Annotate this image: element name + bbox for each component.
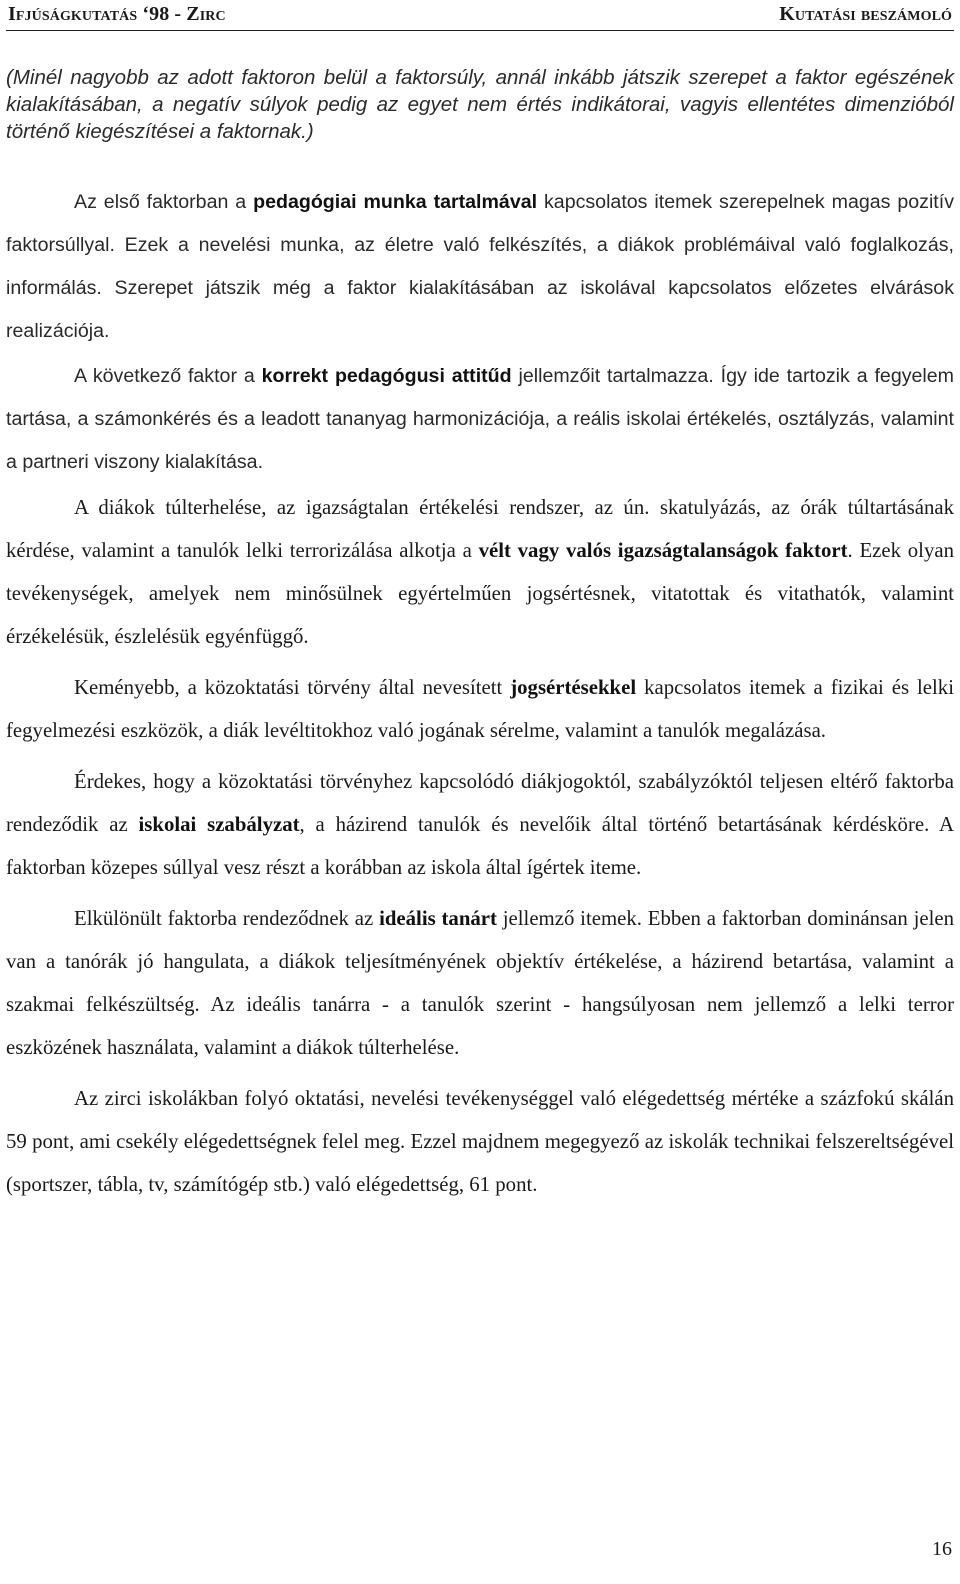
running-header (6, 0, 954, 31)
paragraph-text: kapcsolatos itemek szerepelnek magas pozitív faktorsúllyal. Ezek a nevelési munka, az életre való felkészítés, a diákok problémáival való foglalkozás, informálás. Szerepet játszik még a faktor kialakításában az iskolával kapcsolatos előzetes elvárások realizációja. (6, 191, 954, 342)
paragraph-emphasis: pedagógiai munka tartalmával (253, 191, 538, 213)
paragraph-injustice-factor (6, 486, 954, 658)
paragraph-text: Keményebb, a közoktatási törvény által nevesített (74, 676, 511, 699)
page-number: 16 (932, 1538, 952, 1560)
paragraph-text: jellemző itemek. Ebben a faktorban dominánsan jelen van a tanórák jó hangulata, a diákok teljesítményének objektív értékelése, a házirend betartása, valamint a szakmai felkészültség. Az ideális tanárra - a tanulók szerint - hangsúlyosan nem jellemző a lelki terror eszközének használata, valamint a diákok túlterhelése. (6, 907, 955, 1059)
factor-weight-note: (Minél nagyobb az adott faktoron belül a faktorsúly, annál inkább játszik szerepet a faktor egészének kialakításában, a negatív súlyok pedig az egyet nem értés indikátorai, vagyis ellentétes dimenzióból történő kiegészítései a faktornak.) (6, 66, 954, 143)
paragraph-rights-violations (6, 666, 954, 752)
paragraph-text: Elkülönült faktorba rendeződnek az (74, 907, 380, 930)
paragraph-text: Az első faktorban a (74, 191, 254, 213)
document-body (6, 64, 954, 1208)
paragraph-text: A diákok túlterhelése, az igazságtalan értékelési rendszer, az ún. skatulyázás, az órák túltartásának kérdése, valamint a tanulók lelki terrorizálása alkotja a (6, 496, 954, 562)
paragraph-ideal-teacher (6, 897, 954, 1069)
paragraph-satisfaction (6, 1077, 954, 1206)
paragraph-school-rules (6, 760, 954, 889)
paragraph-first-factor (6, 181, 954, 353)
paragraph-text: A következő faktor a (74, 365, 262, 387)
paragraph-emphasis: jogsértésekkel (510, 676, 637, 699)
paragraph-text: kapcsolatos itemek a fizikai és lelki fegyelmezési eszközök, a diák levéltitokhoz való jogának sérelme, valamint a tanulók megalázása. (6, 676, 954, 742)
paragraph-text: . Ezek olyan tevékenységek, amelyek nem minősülnek egyértelműen jogsértésnek, vitatottak és vitathatók, valamint érzékelésük, észlelésük egyénfüggő. (6, 539, 954, 648)
paragraph-text: , a házirend tanulók és nevelőik által történő betartásának kérdésköre. A faktorban közepes súllyal vesz részt a korábban az iskola által ígértek iteme. (6, 813, 954, 879)
paragraph-emphasis: ideális tanárt (379, 907, 497, 930)
paragraph-text: Az zirci iskolákban folyó oktatási, nevelési tevékenységgel való elégedettség mértéke a százfokú skálán 59 pont, ami csekély elégedettségnek felel meg. Ezzel majdnem megegyező az iskolák technikai felszereltségével (sportszer, tábla, tv, számítógép stb.) való elégedettség, 61 pont. (6, 1087, 954, 1196)
paragraph-text: Érdekes, hogy a közoktatási törvényhez kapcsolódó diákjogoktól, szabályzóktól teljesen eltérő faktorba rendeződik az (6, 770, 954, 836)
header-title-right: Kutatási beszámoló (779, 3, 952, 25)
paragraph-emphasis: vélt vagy valós igazságtalanságok faktort (478, 539, 848, 562)
header-title-left: Ifjúságkutatás ‘98 - Zirc (8, 3, 226, 25)
paragraph-second-factor (6, 355, 954, 484)
paragraph-text: jellemzőit tartalmazza. Így ide tartozik a fegyelem tartása, a számonkérés és a leadott tananyag harmonizációja, a reális iskolai értékelés, osztályzás, valamint a partneri viszony kialakítása. (6, 365, 954, 473)
paragraph-emphasis: iskolai szabályzat (138, 813, 300, 836)
paragraph-emphasis: korrekt pedagógusi attitűd (261, 365, 512, 387)
